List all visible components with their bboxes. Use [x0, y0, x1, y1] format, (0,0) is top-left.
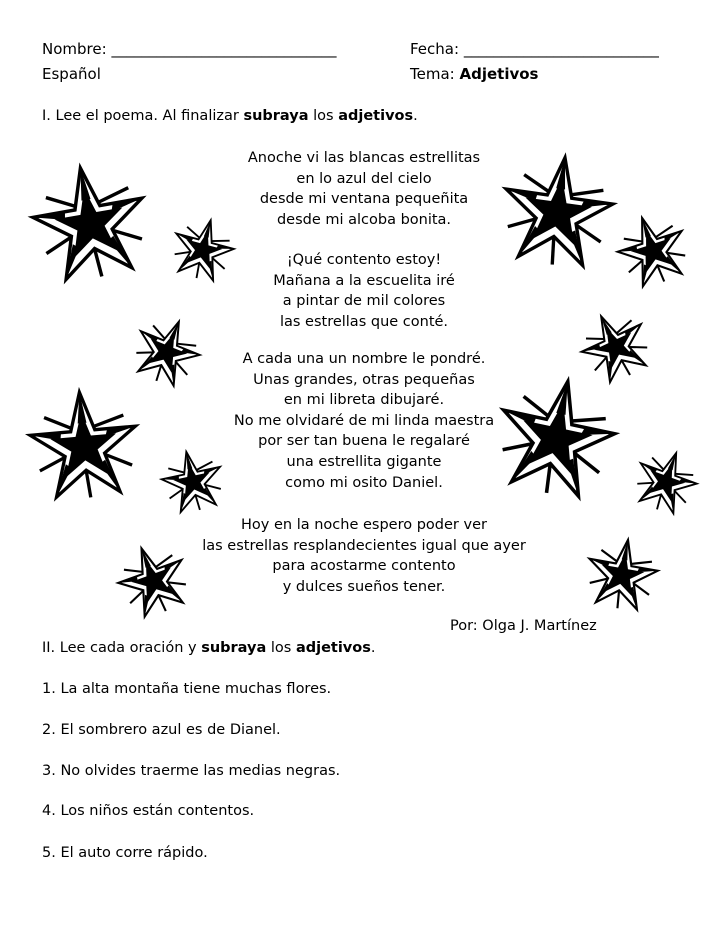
sentence-item: 1. La alta montaña tiene muchas flores. [42, 681, 332, 697]
poem-line: Mañana a la escuelita iré [273, 272, 455, 289]
poem-line: Anoche vi las blancas estrellitas [247, 150, 481, 166]
part2-bold-verb: subraya [201, 640, 267, 656]
sentence-item: 5. El auto corre rápido. [42, 845, 208, 861]
star-icon [114, 545, 192, 615]
poem-line: No me olvidaré de mi linda maestra [233, 412, 495, 429]
fecha-label: Fecha: [410, 40, 460, 58]
star-icon [500, 155, 615, 267]
star-icon [496, 378, 616, 496]
poem-line: ¡Qué contento estoy! [286, 252, 442, 268]
star-icon [586, 538, 658, 610]
subject-label: Español [42, 65, 101, 83]
poem-line: por ser tan buena le regalaré [258, 433, 470, 450]
poem-line: una estrellita gigante [286, 453, 442, 470]
poem-line: desde mi ventana pequeñita [259, 191, 469, 208]
part1-text-end: . [413, 108, 418, 124]
part1-bold-noun: adjetivos [338, 108, 414, 124]
part2-text: II. Lee cada oración y [42, 640, 202, 656]
sentence-item: 2. El sombrero azul es de Dianel. [42, 722, 281, 738]
poem-line: como mi osito Daniel. [285, 474, 443, 491]
poem-line: Hoy en la noche espero poder ver [241, 517, 487, 533]
poem-line: A cada una un nombre le pondré. [242, 351, 486, 367]
star-icon [155, 450, 230, 512]
poem-line: las estrellas resplandecientes igual que ayer [202, 537, 526, 554]
star-icon [632, 450, 700, 512]
part1-text: I. Lee el poema. Al finalizar [42, 108, 244, 124]
poem-line: para acostarme contento [272, 558, 456, 575]
part2-instruction [42, 640, 375, 656]
tema-field [410, 65, 538, 83]
star-icon [30, 165, 150, 280]
poem-line: y dulces sueños tener. [282, 578, 446, 595]
star-icon [132, 318, 202, 384]
fecha-blank: __________________________ [463, 40, 659, 58]
tema-value: Adjetivos [459, 65, 539, 83]
sentence-item: 4. Los niños están contentos. [42, 803, 255, 819]
star-icon [580, 312, 650, 380]
star-icon [28, 390, 140, 500]
part1-bold-verb: subraya [243, 108, 309, 124]
nombre-field [42, 40, 336, 58]
tema-label: Tema: [410, 65, 455, 83]
poem-line: en mi libreta dibujaré. [283, 392, 445, 409]
star-icon [615, 215, 690, 285]
nombre-blank: ______________________________ [111, 40, 337, 58]
poem-line: a pintar de mil colores [282, 293, 446, 310]
poem-line: las estrellas que conté. [279, 313, 449, 330]
part1-text-mid: los [308, 108, 339, 124]
star-icon [172, 218, 234, 280]
poem-line: desde mi alcoba bonita. [276, 211, 452, 228]
poem-line: en lo azul del cielo [296, 170, 432, 187]
nombre-label: Nombre: [42, 40, 107, 58]
part1-instruction [42, 108, 418, 124]
part2-text-mid: los [266, 640, 296, 656]
poem-line: Unas grandes, otras pequeñas [253, 371, 475, 388]
part2-bold-noun: adjetivos [295, 640, 371, 656]
sentence-item: 3. No olvides traerme las medias negras. [42, 763, 341, 779]
poem-author: Por: Olga J. Martínez [450, 618, 597, 634]
fecha-field [410, 40, 659, 58]
part2-text-end: . [370, 640, 376, 656]
